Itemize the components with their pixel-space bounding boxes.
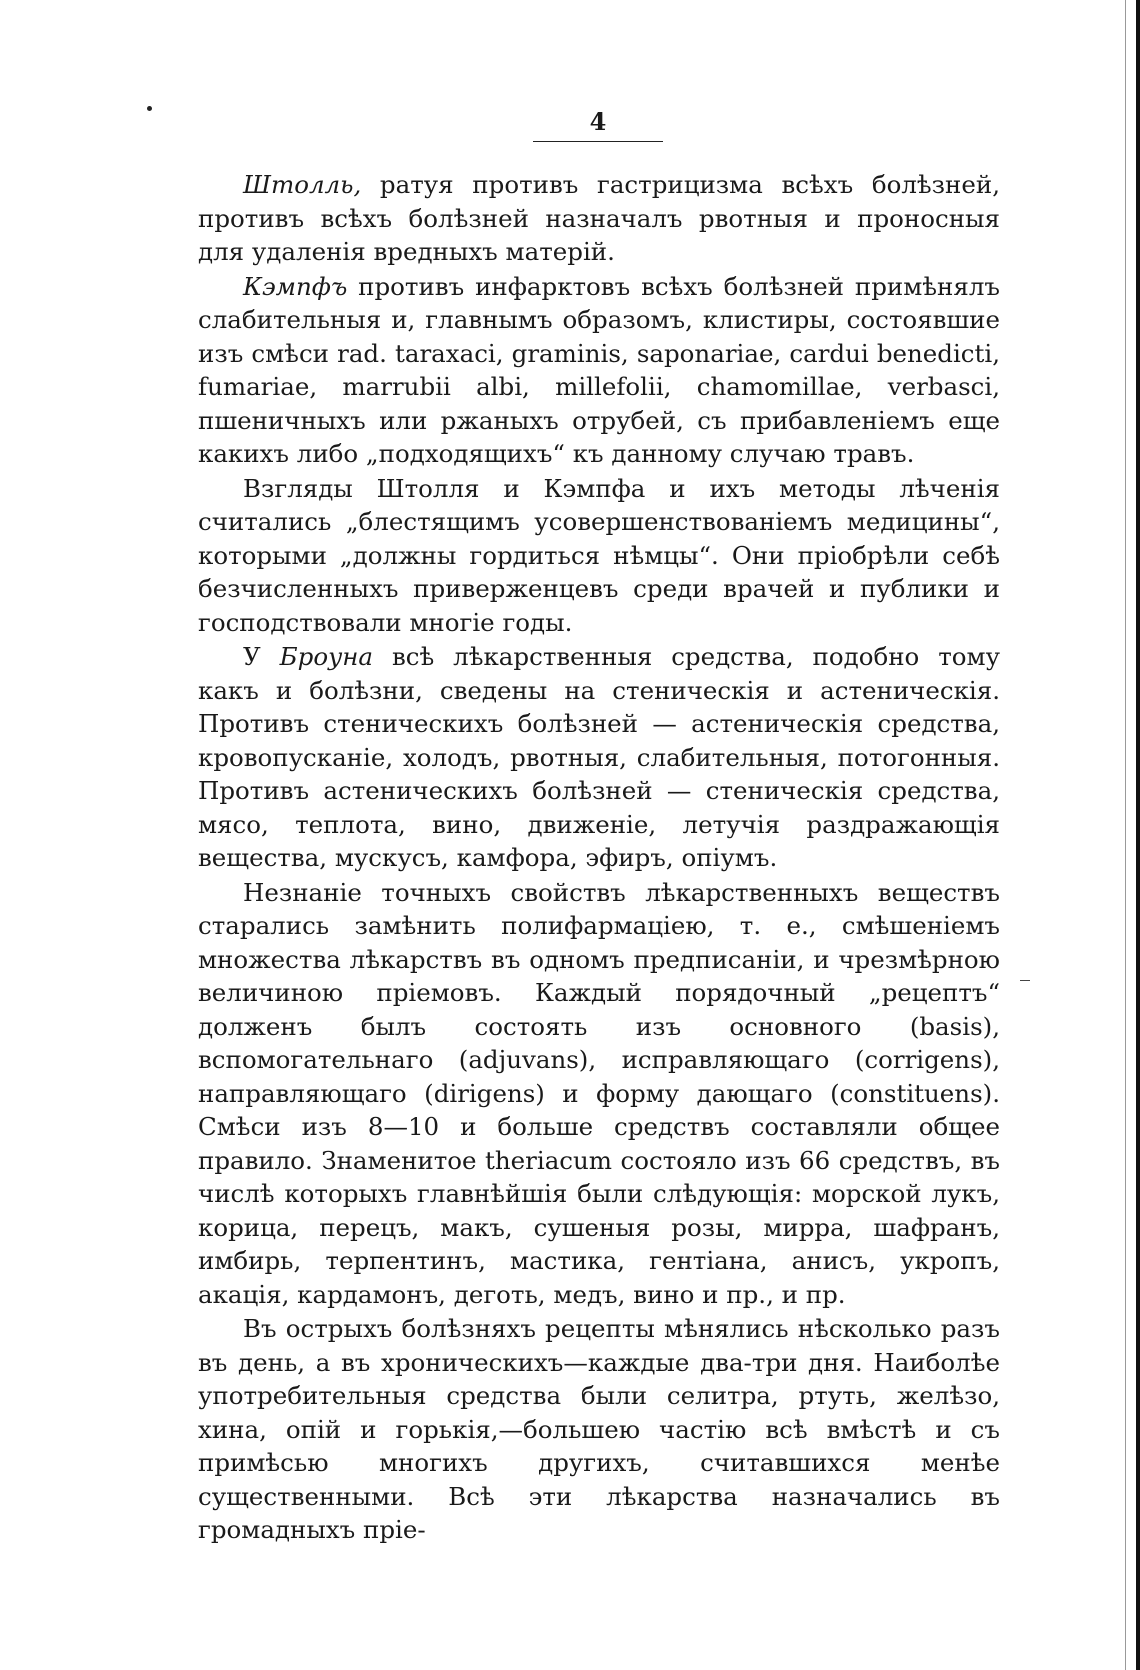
body-text [198, 168, 1000, 1548]
paragraph-brown [198, 640, 1000, 875]
page-number-rule [533, 141, 663, 142]
paragraph-acute-diseases [198, 1312, 1000, 1547]
paragraph-polypharmacy [198, 876, 1000, 1312]
author-name: Кэмпфъ [243, 271, 348, 301]
paragraph-text: всѣ лѣкарственныя средства, подобно тому какъ и болѣзни, сведены на стеническія и астеническія. Противъ стеническихъ болѣзней — астеническія средства, кровопусканіе, холодъ, рвотныя, слабительныя, потогонныя. Противъ астеническихъ болѣзней — стеническія средства, мясо, теплота, вино, движеніе, летучія раздражающія вещества, мускусъ, камфора, эфиръ, опіумъ. [198, 642, 1000, 872]
paragraph-stoll [198, 168, 1000, 269]
page-edge [1125, 0, 1126, 1670]
ink-dot [147, 106, 152, 111]
page-border [1136, 0, 1140, 1670]
page-number: 4 [589, 107, 607, 136]
paragraph-prefix: У [243, 642, 280, 671]
author-name: Броуна [279, 642, 374, 671]
paragraph-text: Незнаніе точныхъ свойствъ лѣкарственныхъ веществъ старались замѣнить полифармаціею, т. е., смѣшеніемъ множества лѣкарствъ въ одномъ предписаніи, и чрезмѣрною величиною пріемовъ. Каждый порядочный „рецептъ“ долженъ былъ состоять изъ основного (basis), вспомогательнаго (adjuvans), исправляющаго (corrigens), направляющаго (dirigens) и форму дающаго (constituens). Смѣси изъ 8—10 и больше средствъ составляли общее правило. Знаменитое theriacum состояло изъ 66 средствъ, въ числѣ которыхъ главнѣйшія были слѣдующія: морской лукъ, корица, перецъ, макъ, сушеныя розы, мирра, шафранъ, имбирь, терпентинъ, мастика, гентіана, анисъ, укропъ, акація, кардамонъ, деготь, медъ, вино и пр., и пр. [198, 877, 1000, 1309]
author-name: Штолль, [243, 170, 362, 199]
paragraph-text: противъ инфарктовъ всѣхъ болѣзней примѣнялъ слабительныя и, главнымъ образомъ, клистиры, состоявшие изъ смѣси rad. taraxaci, graminis, saponariae, cardui benedicti, fumariae, marrubii albi, millefolii, chamomillae, verbasci, пшеничныхъ или ржаныхъ отрубей, съ прибавленіемъ еще какихъ либо „подходящихъ“ къ данному случаю травъ. [198, 271, 1000, 468]
paragraph-text: Взгляды Штолля и Кэмпфа и ихъ методы лѣченія считались „блестящимъ усовершенствованіемъ медицины“, которыми „должны гордиться нѣмцы“. Они пріобрѣли себѣ безчисленныхъ приверженцевъ среди врачей и публики и господствовали многіе годы. [198, 473, 1000, 637]
paragraph-text: Въ острыхъ болѣзняхъ рецепты мѣнялись нѣсколько разъ въ день, а въ хроническихъ—каждые два-три дня. Наиболѣе употребительныя средства были селитра, ртуть, желѣзо, хина, опій и горькія,—большею частію всѣ вмѣстѣ и съ примѣсью многихъ другихъ, считавшихся менѣе существенными. Всѣ эти лѣкарства назначались въ громадныхъ пріе- [198, 1314, 1000, 1544]
paragraph-views [198, 472, 1000, 640]
margin-mark [1020, 980, 1030, 981]
paragraph-text: ратуя противъ гастрицизма всѣхъ болѣзней, противъ всѣхъ болѣзней назначалъ рвотныя и проносныя для удаленія вредныхъ матерій. [198, 170, 1000, 266]
paragraph-kaempf [198, 270, 1000, 471]
